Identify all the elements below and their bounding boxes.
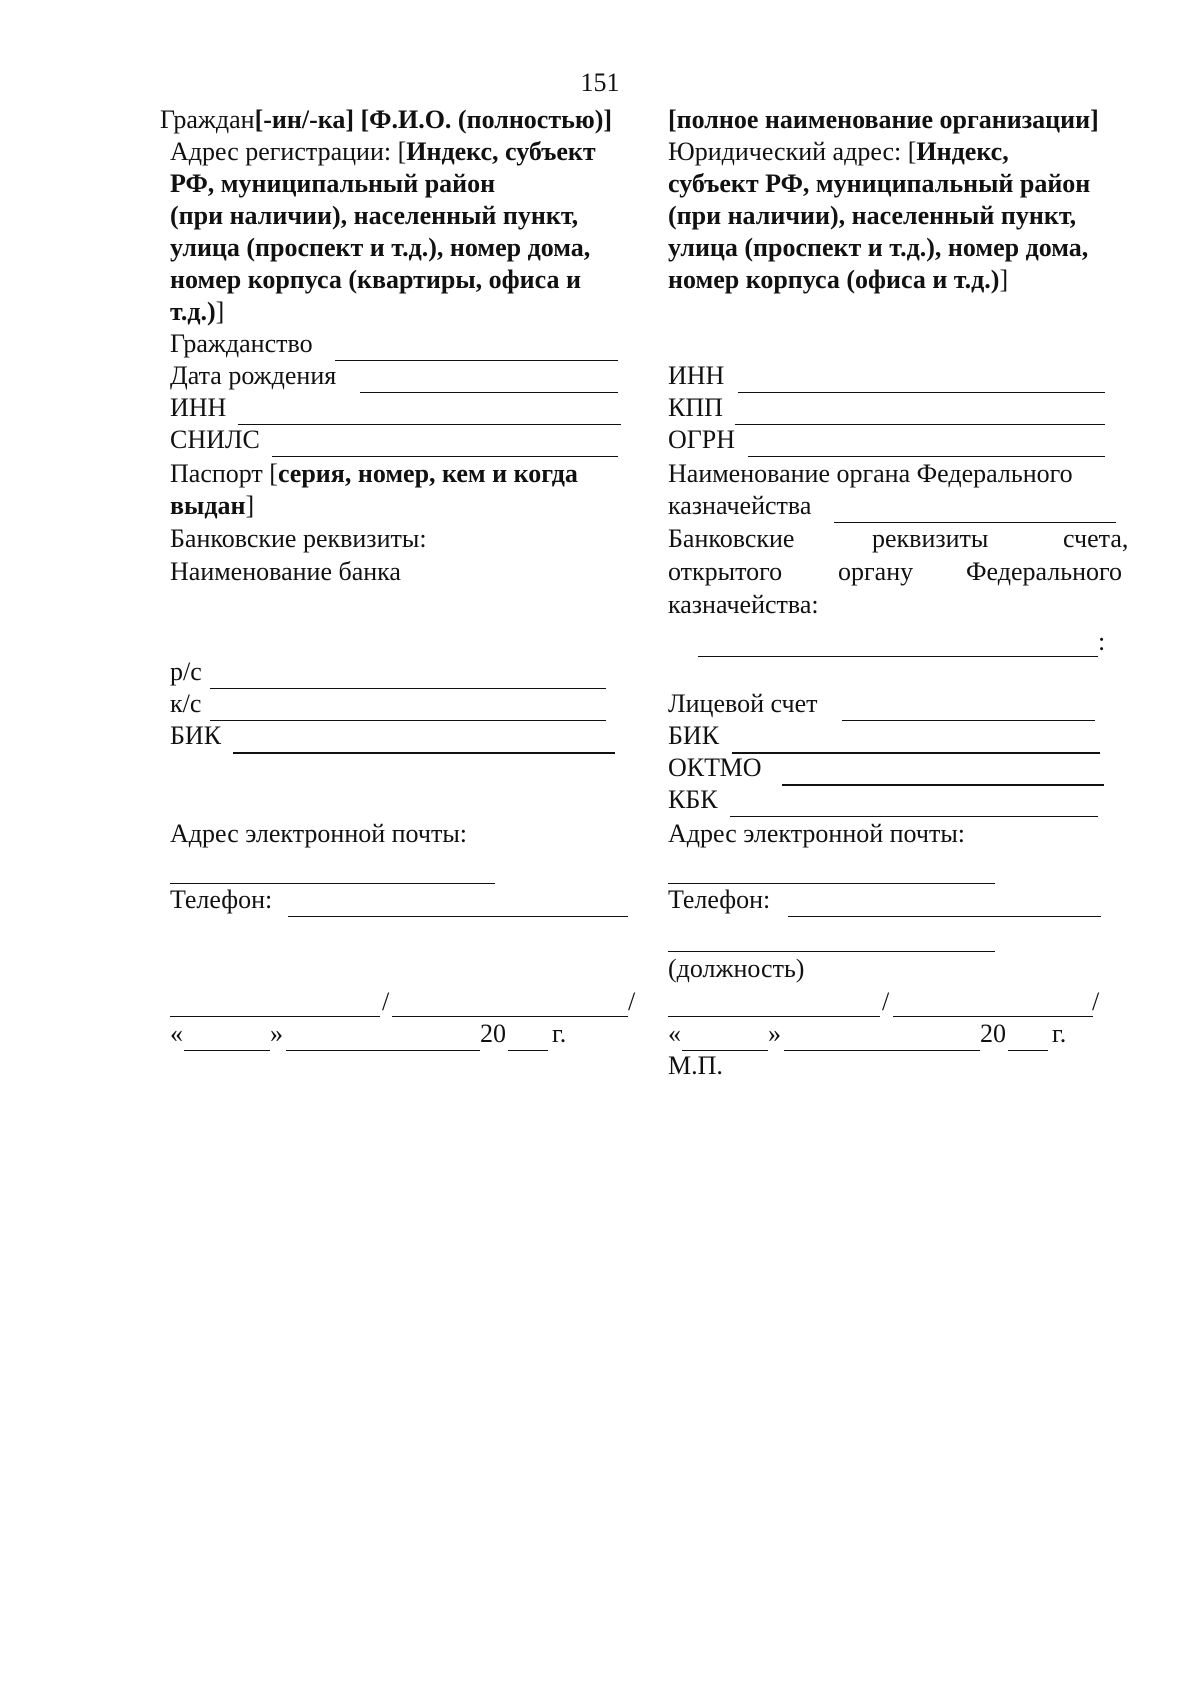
passport-text-1: серия, номер, кем и когда <box>277 459 578 488</box>
personal-account-field[interactable] <box>842 720 1095 721</box>
ogrn-field[interactable] <box>748 456 1105 457</box>
left-inn-label: ИНН <box>170 393 227 422</box>
reg-address-text-2: РФ, муниципальный район <box>170 169 496 198</box>
left-name-field[interactable] <box>392 1016 628 1017</box>
position-label: (должность) <box>668 954 805 983</box>
passport-end: ] <box>245 491 255 520</box>
stamp-label: М.П. <box>668 1051 723 1080</box>
reg-address-text-6: т.д.) <box>170 297 216 326</box>
legal-address-end: ] <box>999 265 1009 294</box>
bank-account-word-3: счета, <box>1063 524 1129 553</box>
passport-line-2 <box>170 490 254 522</box>
personal-account-label: Лицевой счет <box>668 689 818 718</box>
left-date-day-field[interactable] <box>184 1050 270 1051</box>
bank-account-line-3: казначейства: <box>668 590 819 619</box>
bank-details-label: Банковские реквизиты: <box>170 524 427 553</box>
left-date-year-prefix: 20 <box>480 1019 506 1048</box>
snils-label: СНИЛС <box>170 425 260 454</box>
right-signature-slash-end: / <box>1092 987 1100 1016</box>
citizen-header-prefix: Граждан <box>160 105 255 134</box>
legal-address-line-5 <box>668 264 1008 296</box>
right-date-year-prefix: 20 <box>980 1019 1006 1048</box>
passport-label: Паспорт [ <box>170 459 278 488</box>
left-email-label: Адрес электронной почты: <box>170 819 468 848</box>
citizenship-field[interactable] <box>335 360 618 361</box>
right-bik-label: БИК <box>668 721 720 750</box>
right-phone-label: Телефон: <box>668 885 771 914</box>
citizen-header-suffix: [-ин/-ка] <box>254 105 354 134</box>
kbk-label: КБК <box>668 785 718 814</box>
left-date-quote-close: » <box>270 1019 283 1048</box>
rs-field[interactable] <box>210 688 606 689</box>
treasury-account-field[interactable] <box>698 656 1098 657</box>
legal-address-text-3: (при наличии), населенный пункт, <box>668 201 1077 230</box>
bank-account-word-1: Банковские <box>668 524 795 553</box>
right-phone-field[interactable] <box>788 916 1101 917</box>
right-inn-field[interactable] <box>738 392 1105 393</box>
reg-address-text-3: (при наличии), населенный пункт, <box>170 201 579 230</box>
bank-name-label: Наименование банка <box>170 557 401 586</box>
bank-account-word-4: открытого <box>668 557 783 586</box>
left-signature-slash: / <box>382 987 390 1016</box>
right-date-quote-open: « <box>668 1019 681 1048</box>
bank-account-word-2: реквизиты <box>872 524 989 553</box>
legal-address-line-1 <box>668 136 1009 168</box>
right-signature-field[interactable] <box>668 1016 880 1017</box>
treasury-label-2: казначейства <box>668 491 812 520</box>
oktmo-field[interactable] <box>782 784 1104 786</box>
right-bik-field[interactable] <box>732 752 1100 754</box>
left-phone-field[interactable] <box>288 916 628 917</box>
legal-address-text-1: Индекс, <box>916 137 1009 166</box>
kpp-label: КПП <box>668 393 723 422</box>
reg-address-line-6 <box>170 296 224 328</box>
citizen-fio-placeholder: [Ф.И.О. (полностью)] <box>360 105 613 134</box>
right-signature-slash: / <box>882 987 890 1016</box>
reg-address-label: Адрес регистрации: [ <box>170 137 407 166</box>
right-date-month-field[interactable] <box>784 1050 980 1051</box>
right-date-year-suffix: г. <box>1052 1019 1067 1048</box>
kpp-field[interactable] <box>735 424 1105 425</box>
organization-header: [полное наименование организации] <box>668 105 1099 134</box>
left-date-month-field[interactable] <box>286 1050 480 1051</box>
oktmo-label: ОКТМО <box>668 753 762 782</box>
citizen-header <box>160 104 612 136</box>
passport-line-1 <box>170 458 578 490</box>
ogrn-label: ОГРН <box>668 425 736 454</box>
left-signature-slash-end: / <box>628 987 636 1016</box>
legal-address-text-4: улица (проспект и т.д.), номер дома, <box>668 233 1089 262</box>
right-date-year-field[interactable] <box>1008 1050 1048 1051</box>
kbk-field[interactable] <box>730 816 1098 817</box>
left-date-quote-open: « <box>170 1019 183 1048</box>
left-bik-field[interactable] <box>233 752 615 754</box>
birthdate-label: Дата рождения <box>170 361 337 390</box>
left-date-year-field[interactable] <box>508 1050 548 1051</box>
left-phone-label: Телефон: <box>170 885 273 914</box>
reg-address-line-1 <box>170 136 596 168</box>
treasury-account-colon: : <box>1098 627 1106 656</box>
rs-label: р/с <box>170 657 202 686</box>
passport-text-2: выдан <box>170 491 246 520</box>
snils-field[interactable] <box>272 456 618 457</box>
reg-address-text-5: номер корпуса (квартиры, офиса и <box>170 265 581 294</box>
reg-address-text-1: Индекс, субъект <box>406 137 596 166</box>
ks-field[interactable] <box>210 720 606 721</box>
right-inn-label: ИНН <box>668 361 725 390</box>
citizenship-label: Гражданство <box>170 329 313 358</box>
left-signature-field[interactable] <box>170 1016 380 1017</box>
treasury-label-1: Наименование органа Федерального <box>668 459 1073 488</box>
right-date-quote-close: » <box>768 1019 781 1048</box>
left-date-year-suffix: г. <box>552 1019 567 1048</box>
legal-address-label: Юридический адрес: [ <box>668 137 917 166</box>
bank-account-word-5: органу <box>838 557 914 586</box>
birthdate-field[interactable] <box>360 392 618 393</box>
right-name-field[interactable] <box>893 1016 1093 1017</box>
right-email-label: Адрес электронной почты: <box>668 819 966 848</box>
position-field[interactable] <box>668 951 995 952</box>
reg-address-text-4: улица (проспект и т.д.), номер дома, <box>170 233 591 262</box>
reg-address-end: ] <box>215 297 225 326</box>
page-number: 151 <box>580 68 620 97</box>
left-inn-field[interactable] <box>238 424 621 425</box>
left-bik-label: БИК <box>170 721 222 750</box>
bank-account-word-6: Федерального <box>966 557 1123 586</box>
ks-label: к/с <box>170 689 202 718</box>
legal-address-text-5: номер корпуса (офиса и т.д.) <box>668 265 1000 294</box>
legal-address-text-2: субъект РФ, муниципальный район <box>668 169 1091 198</box>
